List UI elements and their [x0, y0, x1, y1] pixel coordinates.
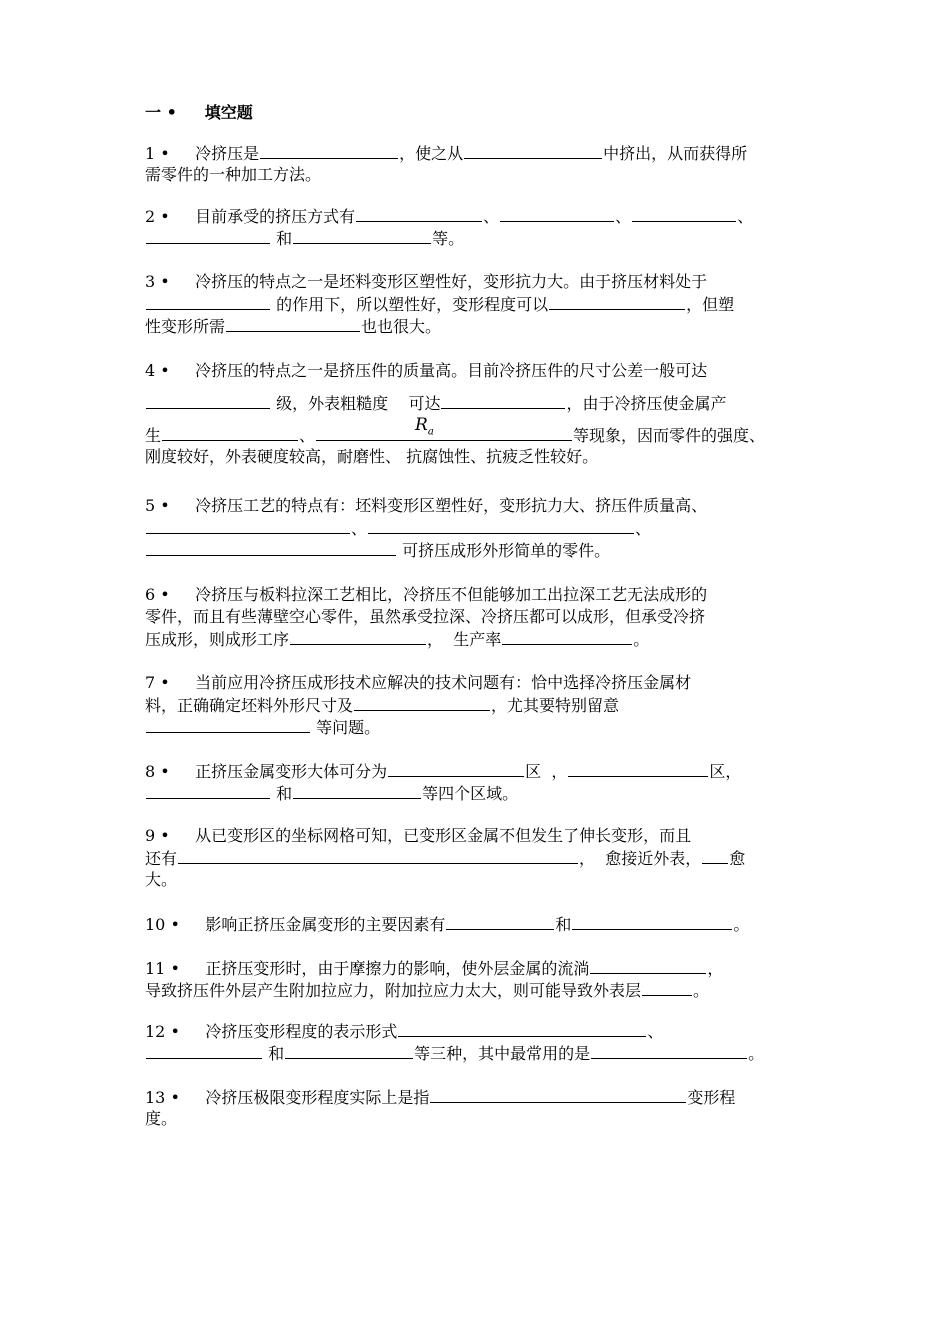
question-7: 7 • 当前应用冷挤压成形技术应解决的技术问题有：恰中选择冷挤压金属材 料，正确确定坯料外形尺寸及 ，尤其要特别留意 等问题。	[145, 673, 692, 737]
question-number: 2 •	[145, 207, 170, 226]
section-number: 一	[145, 103, 162, 122]
question-number: 1 •	[145, 144, 170, 163]
answer-blank	[146, 716, 310, 733]
answer-blank	[464, 142, 602, 159]
answer-blank	[398, 1020, 646, 1037]
question-number: 10 •	[145, 915, 180, 934]
question-number: 3 •	[145, 272, 170, 291]
answer-blank	[356, 205, 482, 222]
answer-blank	[290, 628, 426, 645]
question-10: 10 • 影响正挤压金属变形的主要因素有 和 。	[145, 915, 750, 934]
question-number: 7 •	[145, 673, 170, 692]
answer-blank	[146, 227, 270, 244]
answer-blank	[632, 205, 736, 222]
answer-blank	[146, 293, 270, 310]
answer-blank	[226, 315, 360, 332]
question-11: 11 • 正挤压变形时，由于摩擦力的影响，使外层金属的流淌 ， 导致挤压件外层产生附加拉应力，附加拉应力太大，则可能导致外表层 。	[145, 959, 724, 1000]
answer-blank	[146, 782, 270, 799]
question-2: 2 • 目前承受的挤压方式有 、 、 、 和 等。	[145, 207, 754, 248]
answer-blank	[568, 760, 708, 777]
question-8: 8 • 正挤压金属变形大体可分为 区 ， 区， 和 等四个区域。	[145, 762, 742, 803]
question-number: 5 •	[145, 496, 170, 515]
section-heading	[145, 100, 253, 123]
answer-blank	[178, 847, 578, 864]
answer-blank	[293, 782, 421, 799]
answer-blank	[354, 694, 490, 711]
answer-blank	[642, 979, 692, 996]
question-number: 11 •	[145, 959, 180, 978]
answer-blank	[430, 1086, 686, 1103]
question-3: 3 • 冷挤压的特点之一是坯料变形区塑性好，变形抗力大。由于挤压材料处于 的作用下，所以塑性好，变形程度可以 ，但塑 性变形所需 也也很大。	[145, 272, 735, 336]
answer-blank	[146, 539, 396, 556]
answer-blank	[285, 1042, 413, 1059]
answer-blank	[293, 227, 431, 244]
question-number: 9 •	[145, 826, 170, 845]
answer-blank	[590, 957, 706, 974]
question-number: 12 •	[145, 1022, 180, 1041]
question-number: 4 •	[145, 361, 170, 380]
answer-blank	[260, 142, 398, 159]
answer-blank	[502, 628, 632, 645]
answer-blank	[388, 760, 524, 777]
answer-blank	[446, 913, 554, 930]
question-12: 12 • 冷挤压变形程度的表示形式 、 和 等三种，其中最常用的是 。	[145, 1022, 765, 1063]
answer-blank	[549, 293, 685, 310]
answer-blank	[368, 517, 634, 534]
question-5: 5 • 冷挤压工艺的特点有：坯料变形区塑性好，变形抗力大、挤压件质量高、 、 、 可挤压成形外形简单的零件。	[145, 496, 708, 560]
question-6: 6 • 冷挤压与板料拉深工艺相比，冷挤压不但能够加工出拉深工艺无法成形的 零件，而且有些薄壁空心零件，虽然承受拉深、冷挤压都可以成形，但承受冷挤 压成形，则成形工序 ， 生产率 。	[145, 585, 708, 649]
roughness-symbol: $R_a$	[415, 415, 434, 438]
question-4: 4 • 冷挤压的特点之一是挤压件的质量高。目前冷挤压件的尺寸公差一般可达 级，外表粗糙度 可达 ，由于冷挤压使金属产 生 、 等现象，因而零件的强度、 $R_a$ 刚度较好，外表硬度较高，耐磨性、 抗腐蚀性、抗疲乏性较好。	[145, 361, 766, 466]
answer-blank	[702, 847, 728, 864]
section-bullet: •	[166, 103, 177, 122]
answer-blank	[146, 1042, 262, 1059]
answer-blank	[162, 424, 298, 441]
question-9: 9 • 从已变形区的坐标网格可知，已变形区金属不但发生了伸长变形，而且 还有 ， 愈接近外表， 愈 大。	[145, 826, 746, 889]
answer-blank	[146, 517, 350, 534]
question-number: 6 •	[145, 585, 170, 604]
question-1: 1 • 冷挤压是 ，使之从 中挤出，从而获得所 需零件的一种加工方法。	[145, 144, 748, 184]
question-number: 8 •	[145, 762, 170, 781]
answer-blank	[146, 392, 270, 409]
question-number: 13 •	[145, 1088, 180, 1107]
section-title: 填空题	[204, 103, 253, 122]
answer-blank	[441, 392, 565, 409]
answer-blank	[500, 205, 614, 222]
answer-blank	[591, 1042, 747, 1059]
answer-blank	[316, 424, 572, 441]
answer-blank	[572, 913, 732, 930]
question-13: 13 • 冷挤压极限变形程度实际上是指 变形程 度。	[145, 1088, 736, 1128]
